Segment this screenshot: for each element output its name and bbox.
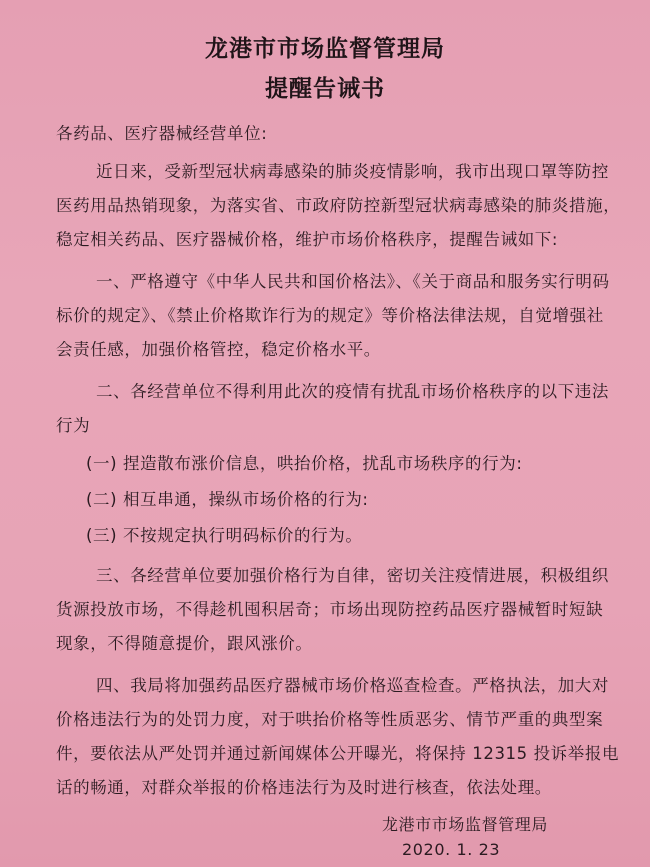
org-title: 龙港市市场监督管理局 <box>205 36 445 62</box>
paragraph-line: 现象，不得随意提价，跟风涨价。 <box>56 634 313 653</box>
paragraph-line: 二、各经营单位不得利用此次的疫情有扰乱市场价格秩序的以下违法 <box>96 382 609 401</box>
paragraph-line: 会责任感，加强价格管控，稳定价格水平。 <box>56 340 381 359</box>
paragraph-line: 话的畅通，对群众举报的价格违法行为及时进行核查，依法处理。 <box>56 778 552 797</box>
paragraph-line: 三、各经营单位要加强价格行为自律，密切关注疫情进展，积极组织 <box>96 566 609 585</box>
paragraph-line: 稳定相关药品、医疗器械价格，维护市场价格秩序，提醒告诫如下: <box>56 230 559 249</box>
paragraph-line: 一、严格遵守《中华人民共和国价格法》、《关于商品和服务实行明码 <box>96 272 610 291</box>
paragraph-line: 件，要依法从严处罚并通过新闻媒体公开曝光，将保持 12315 投诉举报电 <box>56 744 620 763</box>
list-item: (三) 不按规定执行明码标价的行为。 <box>86 526 363 545</box>
doc-title: 提醒告诫书 <box>265 76 385 102</box>
paragraph-line: 价格违法行为的处罚力度，对于哄抬价格等性质恶劣、情节严重的典型案 <box>56 710 604 729</box>
signature-org: 龙港市市场监督管理局 <box>382 815 549 834</box>
salutation: 各药品、医疗器械经营单位: <box>56 124 268 143</box>
paragraph-line: 医药用品热销现象，为落实省、市政府防控新型冠状病毒感染的肺炎措施， <box>56 196 621 215</box>
paragraph-line: 近日来，受新型冠状病毒感染的肺炎疫情影响，我市出现口罩等防控 <box>96 162 609 181</box>
list-item: (二) 相互串通，操纵市场价格的行为: <box>86 490 369 509</box>
paragraph-line: 标价的规定》、《禁止价格欺诈行为的规定》等价格法律法规，自觉增强社 <box>56 306 604 325</box>
list-item: (一) 捏造散布涨价信息，哄抬价格，扰乱市场秩序的行为: <box>86 454 523 473</box>
paragraph-line: 四、我局将加强药品医疗器械市场价格巡查检查。严格执法，加大对 <box>96 676 609 695</box>
signature-date: 2020. 1. 23 <box>402 840 501 859</box>
paragraph-line: 行为 <box>56 416 91 435</box>
paragraph-line: 货源投放市场，不得趁机囤积居奇；市场出现防控药品医疗器械暂时短缺 <box>56 600 604 619</box>
